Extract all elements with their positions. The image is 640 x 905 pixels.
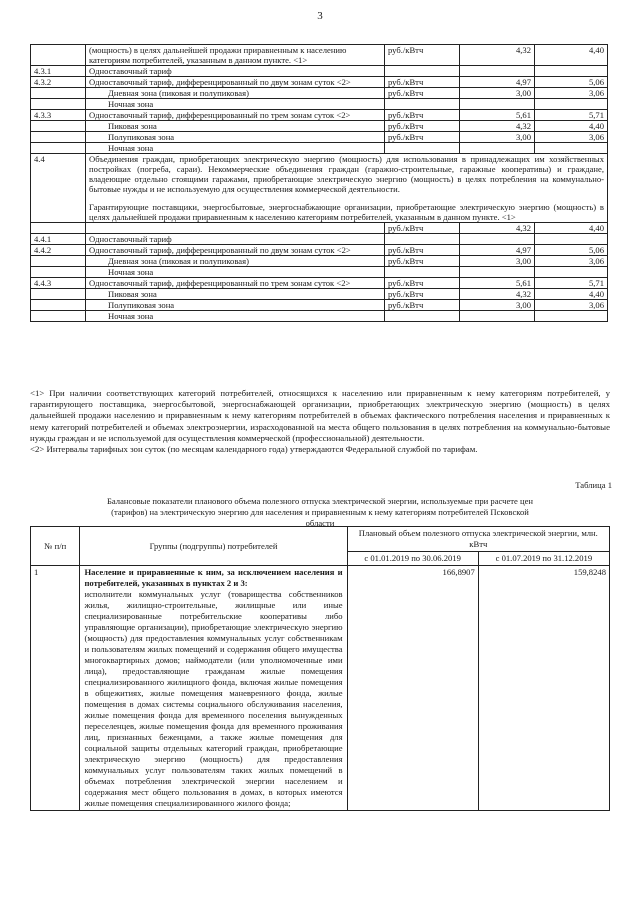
row-name: Полупиковая зона — [86, 132, 385, 143]
value-h1 — [460, 66, 535, 77]
row-text-b: Гарантирующие поставщики, энергосбытовые, энергоснабжающие организации, приобретающие электрическую энергию (мощность) в целях дальнейшей продажи приравненным к населению категориям потребителей, указанным в данном пункте. <1> — [89, 202, 604, 222]
value-h2: 5,71 — [535, 110, 608, 121]
value-h2: 4,40 — [535, 121, 608, 132]
unit-cell: руб./кВтч — [385, 121, 460, 132]
tariff-table — [30, 44, 608, 322]
value-h1 — [460, 267, 535, 278]
row-name: Пиковая зона — [86, 121, 385, 132]
row-number — [31, 132, 86, 143]
row-name: Ночная зона — [86, 311, 385, 322]
row-number — [31, 289, 86, 300]
row-number — [31, 88, 86, 99]
row-description — [80, 566, 347, 811]
value-h2: 4,40 — [535, 289, 608, 300]
tariff-row — [31, 88, 608, 99]
row-number — [31, 300, 86, 311]
tariff-row — [31, 300, 608, 311]
tariff-row — [31, 267, 608, 278]
tariff-row-4-4 — [31, 154, 608, 234]
value-h1 — [460, 143, 535, 154]
value-h1: 4,32 — [460, 45, 535, 66]
value-h2 — [535, 234, 608, 245]
row-name: Одноставочный тариф, дифференцированный по трем зонам суток <2> — [86, 110, 385, 121]
tariff-row — [31, 45, 608, 66]
value-h1: 4,97 — [460, 77, 535, 88]
row-number: 4.4.1 — [31, 234, 86, 245]
header-group: Группы (подгруппы) потребителей — [80, 527, 347, 566]
unit-cell: руб./кВтч — [385, 110, 460, 121]
tariff-row — [31, 99, 608, 110]
row-number — [31, 311, 86, 322]
value-h1 — [460, 234, 535, 245]
value-h1: 3,00 — [460, 88, 535, 99]
header-num: № п/п — [31, 527, 80, 566]
value-h1: 3,00 — [460, 300, 535, 311]
row-number — [31, 99, 86, 110]
value-h2: 5,71 — [535, 278, 608, 289]
value-h1: 4,97 — [460, 245, 535, 256]
unit-cell: руб./кВтч — [385, 223, 460, 234]
row-number: 4.3.3 — [31, 110, 86, 121]
row-name: Одноставочный тариф, дифференцированный по двум зонам суток <2> — [86, 77, 385, 88]
unit-cell — [385, 66, 460, 77]
row-description — [86, 154, 608, 223]
value-h2 — [535, 311, 608, 322]
row-name: Дневная зона (пиковая и полупиковая) — [86, 88, 385, 99]
value-h1: 4,32 — [460, 289, 535, 300]
value-h1: 5,61 — [460, 110, 535, 121]
tariff-row — [31, 311, 608, 322]
value-h2: 3,06 — [535, 300, 608, 311]
row-name: Одноставочный тариф, дифференцированный по двум зонам суток <2> — [86, 245, 385, 256]
value-h2: 5,06 — [535, 245, 608, 256]
row-number — [31, 121, 86, 132]
tariff-row — [31, 121, 608, 132]
unit-cell — [385, 99, 460, 110]
row-number: 4.4.3 — [31, 278, 86, 289]
tariff-row — [31, 110, 608, 121]
row-name: Ночная зона — [86, 99, 385, 110]
value-period-2: 159,8248 — [478, 566, 609, 811]
value-h2 — [535, 267, 608, 278]
unit-cell — [385, 143, 460, 154]
tariff-row — [31, 234, 608, 245]
row-number: 1 — [31, 566, 80, 811]
tariff-row — [31, 66, 608, 77]
tariff-row — [31, 289, 608, 300]
value-h2: 4,40 — [535, 45, 608, 66]
header-plan: Плановый объем полезного отпуска электрической энергии, млн. кВтч — [347, 527, 609, 552]
value-h1: 5,61 — [460, 278, 535, 289]
row-name: Полупиковая зона — [86, 300, 385, 311]
footnote-1: <1> При наличии соответствующих категорий потребителей, относящихся к населению или приравненным к нему категориям потребителей, у гарантирующего поставщика, энергосбытовой, энергоснабжающей организации, приобретающих электрическую энергию (мощность) в целях дальнейшей продажи населению и приравненным к нему категориям потребителей в объемах фактического потребления населения и приравненных к нему категорий потребителей и объемах электроэнергии, израсходованной на места общего пользования в целях потребления на коммунально-бытовые нужды граждан и не используемой для осуществления коммерческой (профессиональной) деятельности. — [30, 388, 610, 443]
row-number — [31, 45, 86, 66]
value-h2: 3,06 — [535, 256, 608, 267]
tariff-row — [31, 245, 608, 256]
value-h1 — [460, 99, 535, 110]
value-h2: 3,06 — [535, 132, 608, 143]
header-period-2: с 01.07.2019 по 31.12.2019 — [478, 552, 609, 566]
value-h2: 4,40 — [535, 223, 608, 234]
row-name: (мощность) в целях дальнейшей продажи приравненным к населению категориям потребителей, указанным в данном пункте. <1> — [86, 45, 385, 66]
unit-cell: руб./кВтч — [385, 278, 460, 289]
tariff-row — [31, 278, 608, 289]
row-number: 4.4 — [31, 154, 86, 223]
unit-cell: руб./кВтч — [385, 77, 460, 88]
row-number: 4.3.2 — [31, 77, 86, 88]
tariff-row — [31, 143, 608, 154]
unit-cell — [385, 311, 460, 322]
value-h1: 3,00 — [460, 132, 535, 143]
value-h1: 3,00 — [460, 256, 535, 267]
row-name: Дневная зона (пиковая и полупиковая) — [86, 256, 385, 267]
tariff-row — [31, 132, 608, 143]
value-h2 — [535, 99, 608, 110]
value-h1: 4,32 — [460, 121, 535, 132]
value-period-1: 166,8907 — [347, 566, 478, 811]
value-h1: 4,32 — [460, 223, 535, 234]
unit-cell: руб./кВтч — [385, 132, 460, 143]
unit-cell: руб./кВтч — [385, 289, 460, 300]
row-number — [31, 143, 86, 154]
unit-cell: руб./кВтч — [385, 245, 460, 256]
value-h2: 5,06 — [535, 77, 608, 88]
value-h2 — [535, 66, 608, 77]
row-name: Пиковая зона — [86, 289, 385, 300]
row-name: Ночная зона — [86, 143, 385, 154]
unit-cell: руб./кВтч — [385, 300, 460, 311]
row-name: Одноставочный тариф, дифференцированный по трем зонам суток <2> — [86, 278, 385, 289]
unit-cell: руб./кВтч — [385, 45, 460, 66]
tariff-rows-a — [31, 45, 608, 154]
value-h2 — [535, 143, 608, 154]
footnotes — [30, 388, 610, 455]
unit-cell — [385, 234, 460, 245]
row-name: Одноставочный тариф — [86, 234, 385, 245]
page-number: 3 — [317, 10, 323, 22]
row-name: Ночная зона — [86, 267, 385, 278]
tariff-rows-b — [31, 234, 608, 322]
tariff-row — [31, 77, 608, 88]
row-number: 4.4.2 — [31, 245, 86, 256]
table-label: Таблица 1 — [575, 480, 612, 490]
header-period-1: с 01.01.2019 по 30.06.2019 — [347, 552, 478, 566]
tariff-row — [31, 256, 608, 267]
footnote-2: <2> Интервалы тарифных зон суток (по месяцам календарного года) утверждаются Федеральной службой по тарифам. — [30, 444, 478, 455]
unit-cell: руб./кВтч — [385, 88, 460, 99]
row-number: 4.3.1 — [31, 66, 86, 77]
value-h2: 3,06 — [535, 88, 608, 99]
row-number — [31, 267, 86, 278]
row-text-a: Объединения граждан, приобретающих электрическую энергию (мощность) для использования в принадлежащих им хозяйственных постройках (погреба, сараи). Некоммерческие объединения граждан (гаражно-строительные, гаражные кооперативы) и граждане, владеющие отдельно стоящими гаражами, приобретающие электрическую энергию (мощность) в целях потребления на коммунально-бытовые нужды и не используемую для осуществления коммерческой деятельности. — [89, 154, 604, 194]
value-h1 — [460, 311, 535, 322]
unit-cell — [385, 267, 460, 278]
row-name: Одноставочный тариф — [86, 66, 385, 77]
unit-cell: руб./кВтч — [385, 256, 460, 267]
row-number — [31, 256, 86, 267]
table-title: Балансовые показатели планового объема полезного отпуска электрической энергии, используемые при расчете цен (тарифов) на электрическую энергию для населения и приравненным к нему категориям потребителей Псковской области — [106, 496, 534, 528]
balance-table — [30, 526, 610, 811]
row-text: исполнители коммунальных услуг (товарищества собственников жилья, жилищно-строительные, жилищные или иные специализированные потребительские кооперативы либо управляющие организации), приобретающие электрическую энергию (мощность) для предоставления коммунальных услуг собственникам и пользователям жилых помещений и содержания общего имущества многоквартирных домов; наймодатели (или уполномоченные ими лица), предоставляющие гражданам жилые помещения специализированного жилищного фонда, включая жилые помещения в общежитиях, жилые помещения маневренного фонда, жилые помещения в домах системы социального обслуживания населения, жилые помещения фонда для временного поселения вынужденных переселенцев, жилые помещения фонда для временного проживания лиц, признанных беженцами, а также жилые помещения для социальной защиты отдельных категорий граждан, приобретающие электрическую энергию (мощность) для предоставления коммунальных услуг пользователям таких жилых помещений в объемах потребления электрической энергии населением и содержания мест общего пользования в домах, в которых имеются жилые помещения специализированного жилого фонда; — [84, 589, 343, 808]
row-title: Население и приравненные к ним, за исключением населения и потребителей, указанных в пунктах 2 и 3: — [84, 567, 343, 588]
